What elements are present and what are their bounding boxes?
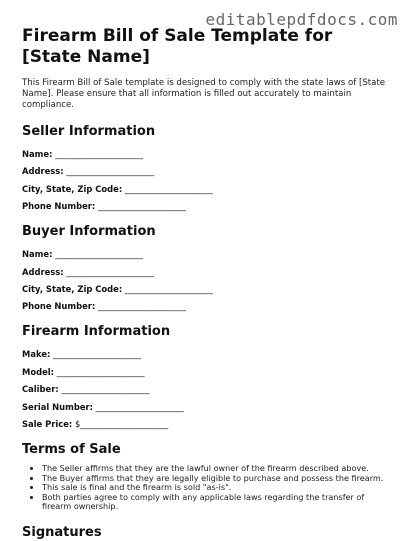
document-page — [22, 26, 392, 541]
field-label: Phone Number: — [22, 301, 96, 312]
seller-address-field — [22, 166, 392, 176]
field-label: Caliber: — [22, 384, 59, 395]
field-label: Address: — [22, 266, 64, 277]
field-label: Name: — [22, 149, 53, 159]
buyer-address-field — [22, 267, 392, 277]
field-label: Sale Price: — [22, 418, 73, 429]
blank-line: _____________________ — [53, 349, 141, 360]
blank-line: _____________________ — [66, 266, 155, 277]
terms-heading: Terms of Sale — [22, 441, 121, 457]
field-label: City, State, Zip Code: — [22, 283, 123, 294]
blank-line: _____________________ — [66, 166, 155, 177]
blank-line: $_____________________ — [74, 418, 169, 429]
terms-item: • The Seller affirms that they are the lawful owner of the firearm described above. — [42, 464, 392, 474]
seller-name-field — [22, 149, 392, 159]
buyer-phone-field — [22, 301, 392, 311]
intro-paragraph: This Firearm Bill of Sale template is designed to comply with the state laws of [State Name]. Please ensure that all information is filled out accurately to maintain compliance. — [22, 78, 386, 110]
blank-line: _____________________ — [55, 149, 144, 159]
firearm-caliber-field — [22, 384, 392, 394]
blank-line: _____________________ — [97, 201, 186, 212]
blank-line: _____________________ — [95, 401, 184, 412]
field-label: Name: — [22, 249, 53, 260]
firearm-heading: Firearm Information — [22, 324, 171, 340]
terms-item: • Both parties agree to comply with any applicable laws regarding the transfer of firearm ownership. — [42, 493, 392, 512]
firearm-section — [22, 324, 392, 429]
buyer-section — [22, 224, 392, 311]
blank-line: _____________________ — [124, 283, 213, 294]
watermark: editablepdfdocs.com — [205, 10, 398, 29]
buyer-heading: Buyer Information — [22, 224, 156, 240]
signatures-section — [22, 525, 392, 541]
seller-heading: Seller Information — [22, 124, 156, 139]
firearm-make-field — [22, 349, 392, 359]
buyer-name-field — [22, 249, 392, 259]
terms-item: • This sale is final and the firearm is sold "as-is". — [42, 483, 392, 493]
signatures-heading: Signatures — [22, 524, 102, 540]
terms-item: • The Buyer affirms that they are legally eligible to purchase and possess the firearm. — [42, 474, 392, 484]
terms-section — [22, 442, 392, 512]
firearm-serial-field — [22, 402, 392, 412]
firearm-price-field — [22, 419, 392, 429]
seller-section — [22, 124, 392, 211]
firearm-model-field — [22, 367, 392, 377]
blank-line: _____________________ — [124, 183, 213, 194]
field-label: Address: — [22, 166, 64, 177]
field-label: Make: — [22, 349, 51, 360]
seller-city-field — [22, 184, 392, 194]
buyer-city-field — [22, 284, 392, 294]
blank-line: _____________________ — [61, 384, 150, 395]
field-label: Model: — [22, 366, 54, 377]
field-label: Serial Number: — [22, 401, 94, 412]
terms-list — [22, 464, 392, 512]
blank-line: _____________________ — [55, 249, 144, 260]
field-label: Phone Number: — [22, 201, 96, 212]
blank-line: _____________________ — [56, 366, 145, 377]
field-label: City, State, Zip Code: — [22, 183, 123, 194]
document-title: Firearm Bill of Sale Template for [State Name] — [22, 26, 333, 67]
seller-phone-field — [22, 201, 392, 211]
blank-line: _____________________ — [97, 301, 186, 312]
